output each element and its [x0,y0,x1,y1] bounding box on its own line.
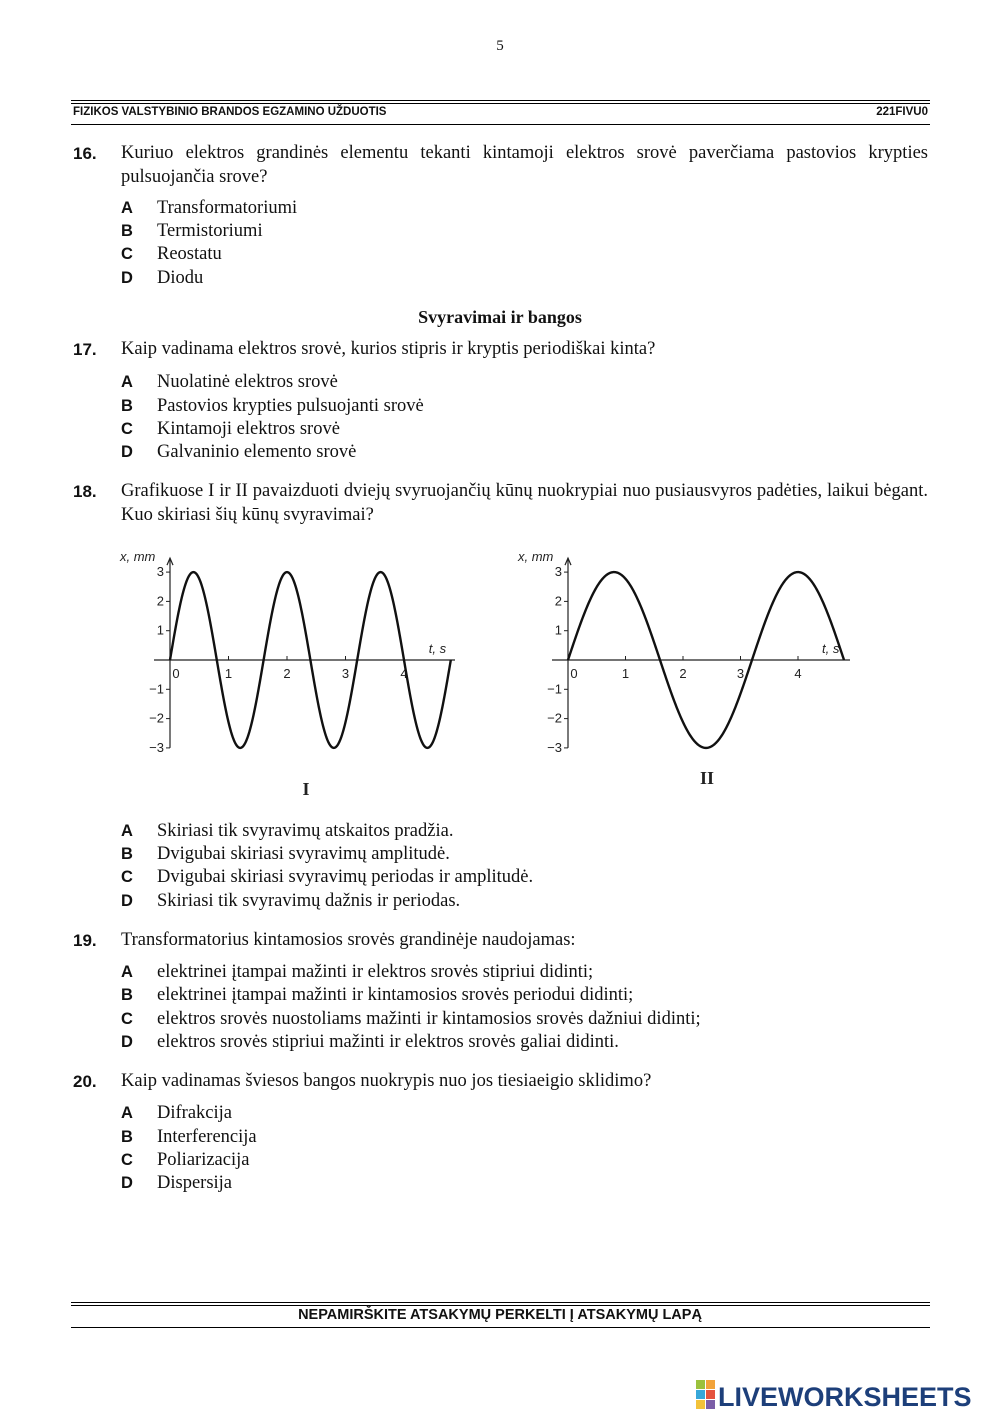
question-18-option-a[interactable]: A Skiriasi tik svyravimų atskaitos pradžia. [121,821,454,841]
question-16-option-b[interactable]: B Termistoriumi [121,221,263,241]
x-axis-label: t, s [428,641,447,656]
header-exam-code: 221FIVU0 [876,106,928,118]
y-axis-label: x, mm [120,549,156,565]
y-tick-label: 2 [554,593,562,609]
question-18-option-d[interactable]: D Skiriasi tik svyravimų dažnis ir periodas. [121,891,461,911]
question-16-number: 16. [73,144,97,163]
question-20-option-a[interactable]: A Difrakcija [121,1103,232,1123]
question-20-text: Kaip vadinamas šviesos bangos nuokrypis nuo jos tiesiaeigio sklidimo? [121,1071,652,1091]
question-18-option-b[interactable]: B Dvigubai skiriasi svyravimų amplitudė. [121,844,450,864]
header-rule-top [71,100,930,101]
question-17-option-d[interactable]: D Galvaninio elemento srovė [121,442,357,462]
question-17-number: 17. [73,340,97,359]
header-exam-title: FIZIKOS VALSTYBINIO BRANDOS EGZAMINO UŽDUOTIS [73,106,387,118]
x-tick-label: 2 [283,666,291,681]
y-tick-label: −3 [149,739,164,755]
footer-rule-top [71,1302,930,1303]
question-16-option-c[interactable]: C Reostatu [121,244,222,264]
y-tick-label: 1 [156,622,164,638]
y-tick-label: 2 [156,593,164,609]
watermark-text: LIVEWORKSHEETS [718,1382,972,1410]
y-axis-label: x, mm [518,549,554,565]
question-20-option-c[interactable]: C Poliarizacija [121,1150,250,1170]
question-17-option-c[interactable]: C Kintamoji elektros srovė [121,419,340,439]
header-rule-bottom [71,124,930,125]
x-tick-label: 3 [736,666,745,681]
question-17-option-b[interactable]: B Pastovios krypties pulsuojanti srovė [121,396,424,416]
oscillation-graph-i [110,540,470,802]
y-tick-label: 3 [554,564,562,580]
footer-reminder: NEPAMIRŠKITE ATSAKYMŲ PERKELTI Į ATSAKYMŲ LAPĄ [298,1307,702,1323]
liveworksheets-logo-icon [696,1380,715,1409]
footer-rule-bottom [71,1327,930,1328]
question-19-option-a[interactable]: A elektrinei įtampai mažinti ir elektros srovės stipriui didinti; [121,962,594,982]
graph-label: I [302,779,310,799]
x-tick-label: 4 [794,666,802,681]
question-19-option-b[interactable]: B elektrinei įtampai mažinti ir kintamosios srovės periodui didinti; [121,985,634,1005]
question-18-option-c[interactable]: C Dvigubai skiriasi svyravimų periodas ir amplitudė. [121,867,534,887]
question-20-option-d[interactable]: D Dispersija [121,1173,233,1193]
page-number: 5 [496,38,504,54]
x-tick-label: 2 [679,666,687,681]
y-tick-label: 1 [554,622,562,638]
footer-rule-top-2 [71,1305,930,1306]
question-19-number: 19. [73,931,97,950]
y-tick-label: −1 [149,681,164,697]
y-tick-label: −3 [547,739,562,755]
x-tick-label: 1 [621,666,630,681]
question-16-text: Kuriuo elektros grandinės elementu tekanti kintamoji elektros srovė paverčiama pastovios krypties pulsuojančia srove? [121,143,928,187]
header-rule-top-2 [71,103,930,104]
question-19-option-c[interactable]: C elektros srovės nuostoliams mažinti ir kintamosios srovės dažniui didinti; [121,1009,701,1029]
x-tick-label: 0 [570,666,578,681]
question-16-option-a[interactable]: A Transformatoriumi [121,198,298,218]
x-tick-label: 1 [224,666,233,681]
question-18-number: 18. [73,482,97,501]
x-tick-label: 0 [172,666,180,681]
x-tick-label: 3 [341,666,350,681]
x-tick-label: 4 [400,666,408,681]
question-17-option-a[interactable]: A Nuolatinė elektros srovė [121,372,338,392]
y-tick-label: −2 [547,710,562,726]
oscillation-graph-ii [505,540,875,802]
question-18-text: Grafikuose I ir II pavaizduoti dviejų svyruojančių kūnų nuokrypiai nuo pusiausvyros padėties, laikui bėgant. Kuo skiriasi šių kūnų svyravimai? [121,481,928,525]
question-20-number: 20. [73,1072,97,1091]
section-title: Svyravimai ir bangos [418,307,582,327]
y-tick-label: 3 [156,564,164,580]
y-tick-label: −1 [547,681,562,697]
x-axis-label: t, s [822,641,840,656]
y-tick-label: −2 [149,710,164,726]
question-19-option-d[interactable]: D elektros srovės stipriui mažinti ir elektros srovės galiai didinti. [121,1032,619,1052]
graph-label: II [699,768,715,788]
question-16-option-d[interactable]: D Diodu [121,268,204,288]
question-17-text: Kaip vadinama elektros srovė, kurios stipris ir kryptis periodiškai kinta? [121,339,656,359]
question-19-text: Transformatorius kintamosios srovės grandinėje naudojamas: [121,930,576,950]
watermark [696,1378,992,1410]
question-20-option-b[interactable]: B Interferencija [121,1127,257,1147]
